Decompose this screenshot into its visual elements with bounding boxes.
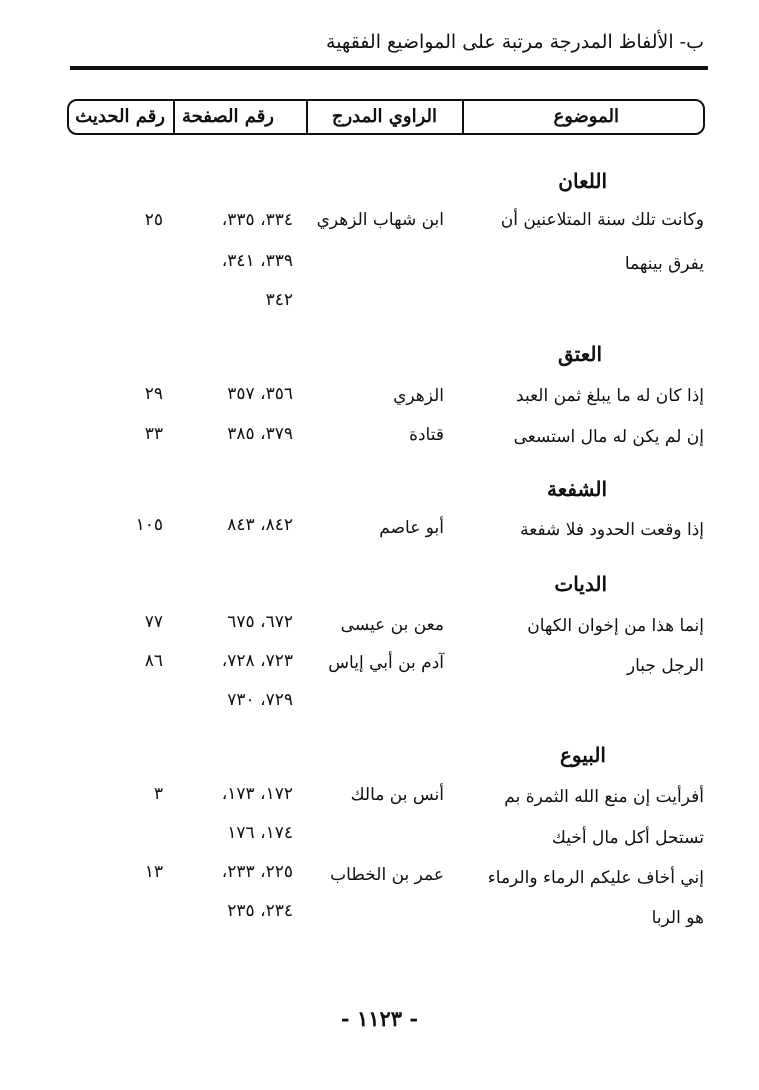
topic-line: يفرق بينهما	[624, 254, 704, 274]
topic-line: الرجل جبار	[626, 656, 704, 676]
page-refs: ٧٢٣، ٧٢٨،	[221, 651, 293, 671]
hadith-number: ٣٣	[144, 424, 163, 444]
page-refs: ٣٣٤، ٣٣٥،	[221, 210, 293, 230]
narrator: ابن شهاب الزهري	[316, 210, 444, 230]
topic-line: إنما هذا من إخوان الكهان	[527, 616, 704, 636]
running-title: ب- الألفاظ المدرجة مرتبة على المواضيع الفقهية	[326, 31, 704, 53]
topic-line: أفرأيت إن منع الله الثمرة بم	[504, 787, 704, 807]
section-heading: العتق	[557, 342, 602, 366]
hadith-number: ٣	[153, 784, 163, 804]
topic-line: إذا وقعت الحدود فلا شفعة	[520, 520, 704, 540]
hadith-number: ٨٦	[144, 651, 163, 671]
narrator: أنس بن مالك	[350, 785, 444, 805]
narrator: عمر بن الخطاب	[330, 865, 444, 885]
topic-line: إذا كان له ما يبلغ ثمن العبد	[516, 386, 704, 406]
topic-line: وكانت تلك سنة المتلاعنين أن	[500, 210, 704, 230]
topic-line: هو الربا	[651, 908, 704, 928]
section-heading: الديات	[554, 572, 607, 596]
narrator: أبو عاصم	[379, 518, 444, 538]
hadith-number: ٢٩	[144, 384, 163, 404]
narrator: قتادة	[409, 425, 444, 445]
page-refs: ٢٣٤، ٢٣٥	[227, 901, 293, 921]
column-divider	[306, 101, 308, 133]
page-refs: ٨٤٢، ٨٤٣	[227, 515, 293, 535]
column-divider	[173, 101, 175, 133]
topic-line: تستحل أكل مال أخيك	[551, 828, 704, 848]
column-header-hadith: رقم الحديث	[75, 106, 165, 127]
column-header-narrator: الراوي المدرج	[331, 106, 437, 127]
page-refs: ٢٢٥، ٢٣٣،	[221, 862, 293, 882]
section-heading: الشفعة	[547, 477, 607, 501]
hadith-number: ٧٧	[144, 612, 163, 632]
section-heading: اللعان	[558, 169, 607, 193]
hadith-number: ٢٥	[144, 210, 163, 230]
topic-line: إن لم يكن له مال استسعى	[513, 427, 704, 447]
page-refs: ٦٧٢، ٦٧٥	[227, 612, 293, 632]
hadith-number: ١٣	[144, 862, 163, 882]
column-header-topic: الموضوع	[553, 106, 619, 127]
header-rule	[70, 66, 708, 70]
page-refs: ٣٣٩، ٣٤١،	[221, 251, 293, 271]
section-heading: البيوع	[560, 743, 606, 767]
page-refs: ٣٤٢	[265, 290, 293, 310]
narrator: الزهري	[393, 386, 444, 406]
narrator: معن بن عيسى	[340, 615, 444, 635]
column-divider	[462, 101, 464, 133]
narrator: آدم بن أبي إياس	[328, 653, 444, 673]
page-refs: ١٧٤، ١٧٦	[227, 823, 293, 843]
page-number: - ١١٢٣ -	[340, 1006, 419, 1031]
page-refs: ١٧٢، ١٧٣،	[221, 784, 293, 804]
page-refs: ٣٧٩، ٣٨٥	[227, 424, 293, 444]
topic-line: إني أخاف عليكم الرماء والرماء	[487, 868, 704, 888]
page-refs: ٣٥٦، ٣٥٧	[227, 384, 293, 404]
column-header-page: رقم الصفحة	[181, 106, 274, 127]
page-refs: ٧٢٩، ٧٣٠	[227, 690, 293, 710]
hadith-number: ١٠٥	[135, 515, 163, 535]
